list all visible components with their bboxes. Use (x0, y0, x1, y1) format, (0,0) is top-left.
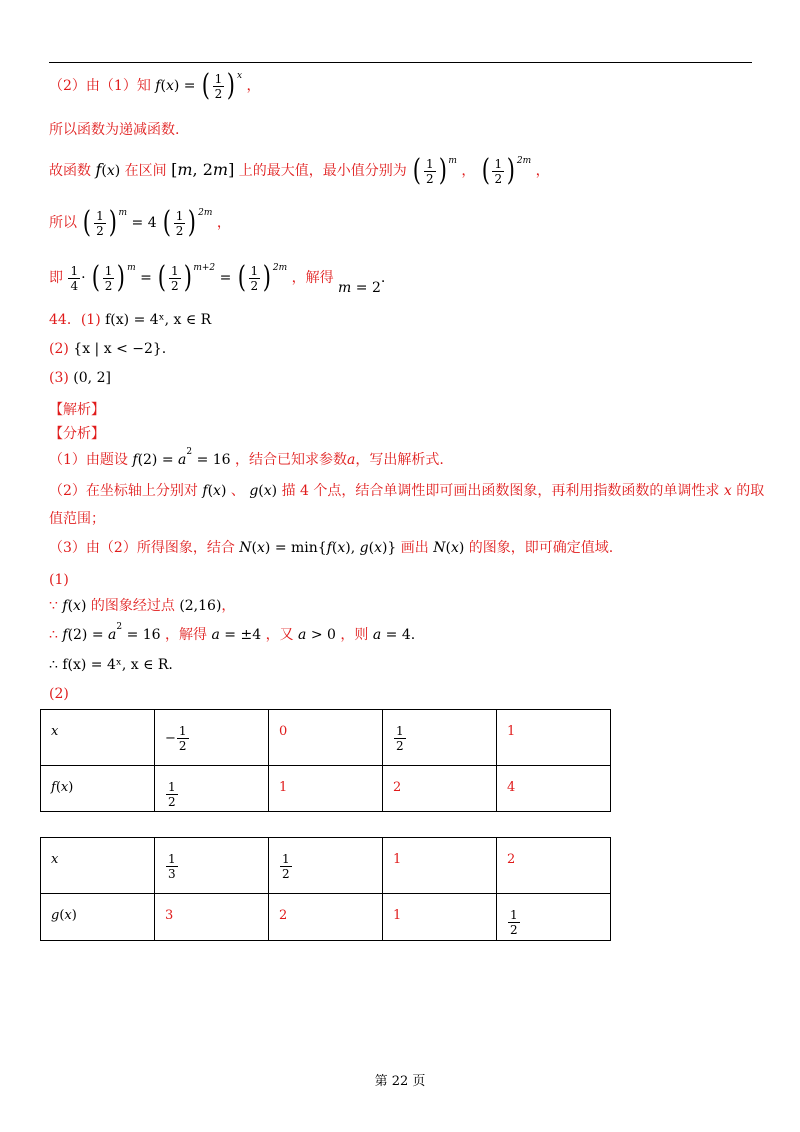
solution-1-line1: ∵ f(x) 的图象经过点 (2,16)， (49, 598, 236, 614)
table-cell: $\frac{1}{2}$ (269, 838, 383, 894)
fenxi-heading: 【分析】 (49, 426, 105, 442)
part2-line3: 故函数 f(x) 在区间 [m, 2m] 上的最大值，最小值分别为 ( $\frac{1}{2}$ ) m ， ( $\frac{1}{2}$ ) 2m ， (49, 153, 550, 188)
table-cell: $\frac{1}{2}$ (383, 710, 497, 766)
table-cell: 2 (383, 766, 497, 812)
table-cell: 0 (269, 710, 383, 766)
header-rule (49, 62, 752, 63)
table-cell: 1 (383, 894, 497, 941)
table-row (41, 766, 611, 812)
solution-2-label: (2) (49, 686, 69, 702)
table-row (41, 838, 611, 894)
table-cell: x (41, 838, 155, 894)
q44-answer1: 44．(1) f(x) = 4ˣ, x ∈ R (49, 312, 212, 328)
table-cell: 3 (155, 894, 269, 941)
solution-1-line2: ∴ $f(2) = a^2 = 16$ ，解得 a = ±4 ，又 a > 0 ，则 a = 4. (49, 622, 416, 643)
page-number: 第 22 页 (374, 1074, 426, 1089)
solution-1-label: (1) (49, 572, 69, 588)
table-cell: 1 (383, 838, 497, 894)
table-cell: g(x) (41, 894, 155, 941)
table-cell: $\frac{1}{2}$ (155, 766, 269, 812)
table-cell: 1 (269, 766, 383, 812)
table-cell: 1 (497, 710, 611, 766)
jiexi-heading: 【解析】 (49, 402, 105, 418)
table-cell: 2 (497, 838, 611, 894)
table-cell: x (41, 710, 155, 766)
table-cell: 4 (497, 766, 611, 812)
q44-answer3: (3) (0, 2] (49, 370, 111, 386)
analysis-3: （3）由（2）所得图象，结合 N(x) = min{f(x), g(x)} 画出 N(x) 的图象，即可确定值域. (49, 540, 614, 556)
q44-answer2: (2) {x | x < −2}. (49, 341, 167, 357)
table-row (41, 894, 611, 941)
part2-line5: 即 $\frac{1}{4}$ · ( $\frac{1}{2}$ ) m = ( $\frac{1}{2}$ ) m+2 = ( $\frac{1}{2}$ ) 2m ，解得 m = 2. (49, 260, 386, 296)
analysis-2: （2）在坐标轴上分别对 f(x) 、 g(x) 描 4 个点，结合单调性即可画出函数图象，再利用指数函数的单调性求 x 的取 (49, 483, 765, 499)
part2-line1: （2）由（1）知 f(x) = ( $\frac{1}{2}$ ) x ， (49, 68, 261, 103)
table-cell: f(x) (41, 766, 155, 812)
table-f-values (40, 709, 611, 812)
part2-line4: 所以 ( $\frac{1}{2}$ ) m = 4 ( $\frac{1}{2}$ ) 2m ， (49, 205, 231, 240)
table-cell: − $\frac{1}{2}$ (155, 710, 269, 766)
table-cell: 2 (269, 894, 383, 941)
analysis-2-cont: 值范围； (49, 511, 105, 527)
table-g-values (40, 837, 611, 941)
part2-line2: 所以函数为递减函数. (49, 122, 180, 138)
analysis-1: （1）由题设 $f(2) = a^2 = 16$ ，结合已知求参数a，写出解析式. (49, 447, 444, 468)
table-row (41, 710, 611, 766)
solution-1-line3: ∴ f(x) = 4ˣ, x ∈ R. (49, 657, 173, 673)
table-cell: $\frac{1}{3}$ (155, 838, 269, 894)
table-cell: $\frac{1}{2}$ (497, 894, 611, 941)
